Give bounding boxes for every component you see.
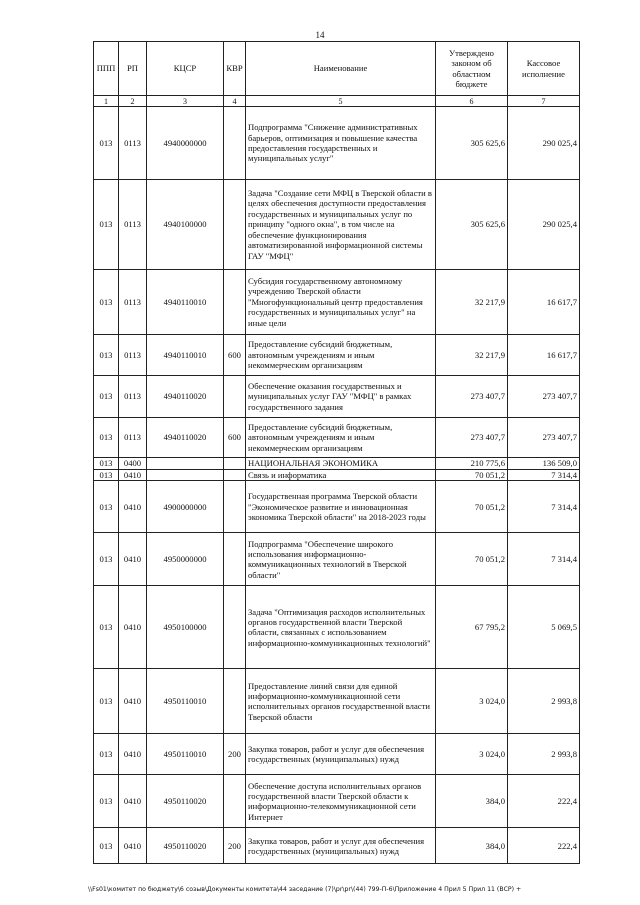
cell-executed: 136 509,0	[508, 458, 580, 470]
cell-approved: 70 051,2	[436, 481, 508, 533]
header-kvr: КВР	[224, 42, 246, 96]
document-file-path: \\Fs01\комитет по бюджету\6 созыв\Документы комитета\44 заседание (7)\pr\pr\(44) 799-П-6\Приложение 4 Прил 5 Прил 11 (ВСР) +	[88, 886, 522, 893]
cell-ppp: 013	[94, 828, 119, 864]
cell-executed: 7 314,4	[508, 481, 580, 533]
cell-ppp: 013	[94, 734, 119, 775]
cell-approved: 273 407,7	[436, 418, 508, 458]
cell-executed: 273 407,7	[508, 418, 580, 458]
cell-name: Субсидия государственному автономному учреждению Тверской области "Многофункциональный центр предоставления государственных и муниципальных услуг" на иные цели	[246, 270, 436, 335]
cell-kvr	[224, 180, 246, 270]
cell-kvr	[224, 376, 246, 418]
cell-ppp: 013	[94, 775, 119, 828]
cell-kcsr	[147, 458, 224, 470]
cell-rp: 0113	[119, 107, 147, 180]
cell-executed: 290 025,4	[508, 180, 580, 270]
cell-rp: 0113	[119, 376, 147, 418]
cell-approved: 305 625,6	[436, 107, 508, 180]
cell-kcsr: 4950110020	[147, 775, 224, 828]
cell-executed: 16 617,7	[508, 335, 580, 376]
table-row	[94, 828, 580, 864]
cell-ppp: 013	[94, 418, 119, 458]
column-number: 2	[119, 96, 147, 107]
header-row	[94, 42, 580, 96]
cell-approved: 273 407,7	[436, 376, 508, 418]
cell-rp: 0400	[119, 458, 147, 470]
cell-kcsr: 4940000000	[147, 107, 224, 180]
cell-kcsr: 4950000000	[147, 533, 224, 586]
cell-kvr	[224, 470, 246, 481]
cell-kcsr: 4950110010	[147, 669, 224, 734]
cell-name: Подпрограмма "Обеспечение широкого использования информационно-коммуникационных технологий в Тверской области"	[246, 533, 436, 586]
cell-ppp: 013	[94, 458, 119, 470]
budget-table	[93, 41, 580, 864]
cell-ppp: 013	[94, 481, 119, 533]
cell-executed: 2 993,8	[508, 669, 580, 734]
cell-executed: 290 025,4	[508, 107, 580, 180]
cell-kvr	[224, 481, 246, 533]
column-number: 7	[508, 96, 580, 107]
cell-kvr: 600	[224, 335, 246, 376]
cell-rp: 0410	[119, 775, 147, 828]
table-row	[94, 734, 580, 775]
cell-executed: 7 314,4	[508, 533, 580, 586]
cell-kcsr: 4940110020	[147, 376, 224, 418]
page-number: 14	[315, 30, 325, 40]
cell-ppp: 013	[94, 335, 119, 376]
cell-kvr	[224, 669, 246, 734]
table-row	[94, 669, 580, 734]
cell-kvr	[224, 270, 246, 335]
cell-rp: 0410	[119, 828, 147, 864]
header-kcsr: КЦСР	[147, 42, 224, 96]
cell-kvr: 600	[224, 418, 246, 458]
cell-rp: 0113	[119, 270, 147, 335]
cell-approved: 32 217,9	[436, 335, 508, 376]
column-number: 3	[147, 96, 224, 107]
cell-approved: 70 051,2	[436, 470, 508, 481]
cell-kcsr: 4940110010	[147, 270, 224, 335]
table-row	[94, 481, 580, 533]
header-rp: РП	[119, 42, 147, 96]
cell-rp: 0410	[119, 470, 147, 481]
cell-approved: 384,0	[436, 828, 508, 864]
cell-kvr: 200	[224, 734, 246, 775]
cell-kvr	[224, 775, 246, 828]
cell-name: Предоставление субсидий бюджетным, автономным учреждениям и иным некоммерческим организациям	[246, 335, 436, 376]
cell-approved: 67 795,2	[436, 586, 508, 669]
cell-name: Задача "Создание сети МФЦ в Тверской области в целях обеспечения доступности предоставления государственных и муниципальных услуг по принципу "одного окна", в том числе на обеспечение функционирования автоматизированной информационной системы ГАУ "МФЦ"	[246, 180, 436, 270]
column-number-row	[94, 96, 580, 107]
table-row	[94, 376, 580, 418]
cell-name: Предоставление субсидий бюджетным, автономным учреждениям и иным некоммерческим организациям	[246, 418, 436, 458]
cell-name: Задача "Оптимизация расходов исполнительных органов государственной власти Тверской области, связанных с использованием информационно-коммуникационных технологий"	[246, 586, 436, 669]
table-row	[94, 470, 580, 481]
cell-rp: 0113	[119, 180, 147, 270]
cell-ppp: 013	[94, 180, 119, 270]
cell-name: Закупка товаров, работ и услуг для обеспечения государственных (муниципальных) нужд	[246, 828, 436, 864]
cell-name: НАЦИОНАЛЬНАЯ ЭКОНОМИКА	[246, 458, 436, 470]
cell-ppp: 013	[94, 533, 119, 586]
table-row	[94, 107, 580, 180]
cell-executed: 7 314,4	[508, 470, 580, 481]
table-row	[94, 418, 580, 458]
cell-kcsr: 4950100000	[147, 586, 224, 669]
table-row	[94, 586, 580, 669]
cell-approved: 3 024,0	[436, 734, 508, 775]
table-row	[94, 270, 580, 335]
cell-approved: 210 775,6	[436, 458, 508, 470]
table-row	[94, 775, 580, 828]
cell-kcsr	[147, 470, 224, 481]
header-ppp: ППП	[94, 42, 119, 96]
cell-executed: 222,4	[508, 828, 580, 864]
cell-rp: 0410	[119, 481, 147, 533]
cell-approved: 305 625,6	[436, 180, 508, 270]
cell-kvr: 200	[224, 828, 246, 864]
column-number: 5	[246, 96, 436, 107]
cell-name: Предоставление линий связи для единой информационно-коммуникационной сети исполнительных органов государственной власти Тверской области	[246, 669, 436, 734]
cell-kcsr: 4940100000	[147, 180, 224, 270]
cell-ppp: 013	[94, 586, 119, 669]
table-row	[94, 458, 580, 470]
cell-ppp: 013	[94, 669, 119, 734]
cell-executed: 222,4	[508, 775, 580, 828]
cell-kcsr: 4940110020	[147, 418, 224, 458]
header-approved: Утверждено законом об областном бюджете	[436, 42, 508, 96]
cell-executed: 273 407,7	[508, 376, 580, 418]
cell-approved: 32 217,9	[436, 270, 508, 335]
cell-rp: 0410	[119, 586, 147, 669]
header-name: Наименование	[246, 42, 436, 96]
cell-name: Закупка товаров, работ и услуг для обеспечения государственных (муниципальных) нужд	[246, 734, 436, 775]
cell-kcsr: 4950110020	[147, 828, 224, 864]
cell-name: Подпрограмма "Снижение административных барьеров, оптимизация и повышение качества предоставления государственных и муниципальных услуг"	[246, 107, 436, 180]
cell-approved: 70 051,2	[436, 533, 508, 586]
table-row	[94, 335, 580, 376]
cell-kcsr: 4950110010	[147, 734, 224, 775]
cell-name: Связь и информатика	[246, 470, 436, 481]
cell-kcsr: 4940110010	[147, 335, 224, 376]
cell-rp: 0410	[119, 669, 147, 734]
cell-executed: 16 617,7	[508, 270, 580, 335]
column-number: 6	[436, 96, 508, 107]
cell-name: Государственная программа Тверской области "Экономическое развитие и инновационная экономика Тверской области" на 2018-2023 годы	[246, 481, 436, 533]
cell-rp: 0113	[119, 418, 147, 458]
cell-executed: 2 993,8	[508, 734, 580, 775]
cell-ppp: 013	[94, 376, 119, 418]
cell-ppp: 013	[94, 270, 119, 335]
cell-kvr	[224, 533, 246, 586]
cell-ppp: 013	[94, 107, 119, 180]
cell-rp: 0410	[119, 533, 147, 586]
cell-approved: 384,0	[436, 775, 508, 828]
cell-name: Обеспечение оказания государственных и муниципальных услуг ГАУ "МФЦ" в рамках государственного задания	[246, 376, 436, 418]
table-row	[94, 180, 580, 270]
header-executed: Кассовое исполнение	[508, 42, 580, 96]
cell-kcsr: 4900000000	[147, 481, 224, 533]
cell-kvr	[224, 458, 246, 470]
table-row	[94, 533, 580, 586]
column-number: 4	[224, 96, 246, 107]
column-number: 1	[94, 96, 119, 107]
cell-rp: 0113	[119, 335, 147, 376]
cell-rp: 0410	[119, 734, 147, 775]
cell-executed: 5 069,5	[508, 586, 580, 669]
cell-approved: 3 024,0	[436, 669, 508, 734]
cell-kvr	[224, 107, 246, 180]
cell-ppp: 013	[94, 470, 119, 481]
cell-name: Обеспечение доступа исполнительных органов государственной власти Тверской области к информационно-телекоммуникационной сети Интернет	[246, 775, 436, 828]
cell-kvr	[224, 586, 246, 669]
